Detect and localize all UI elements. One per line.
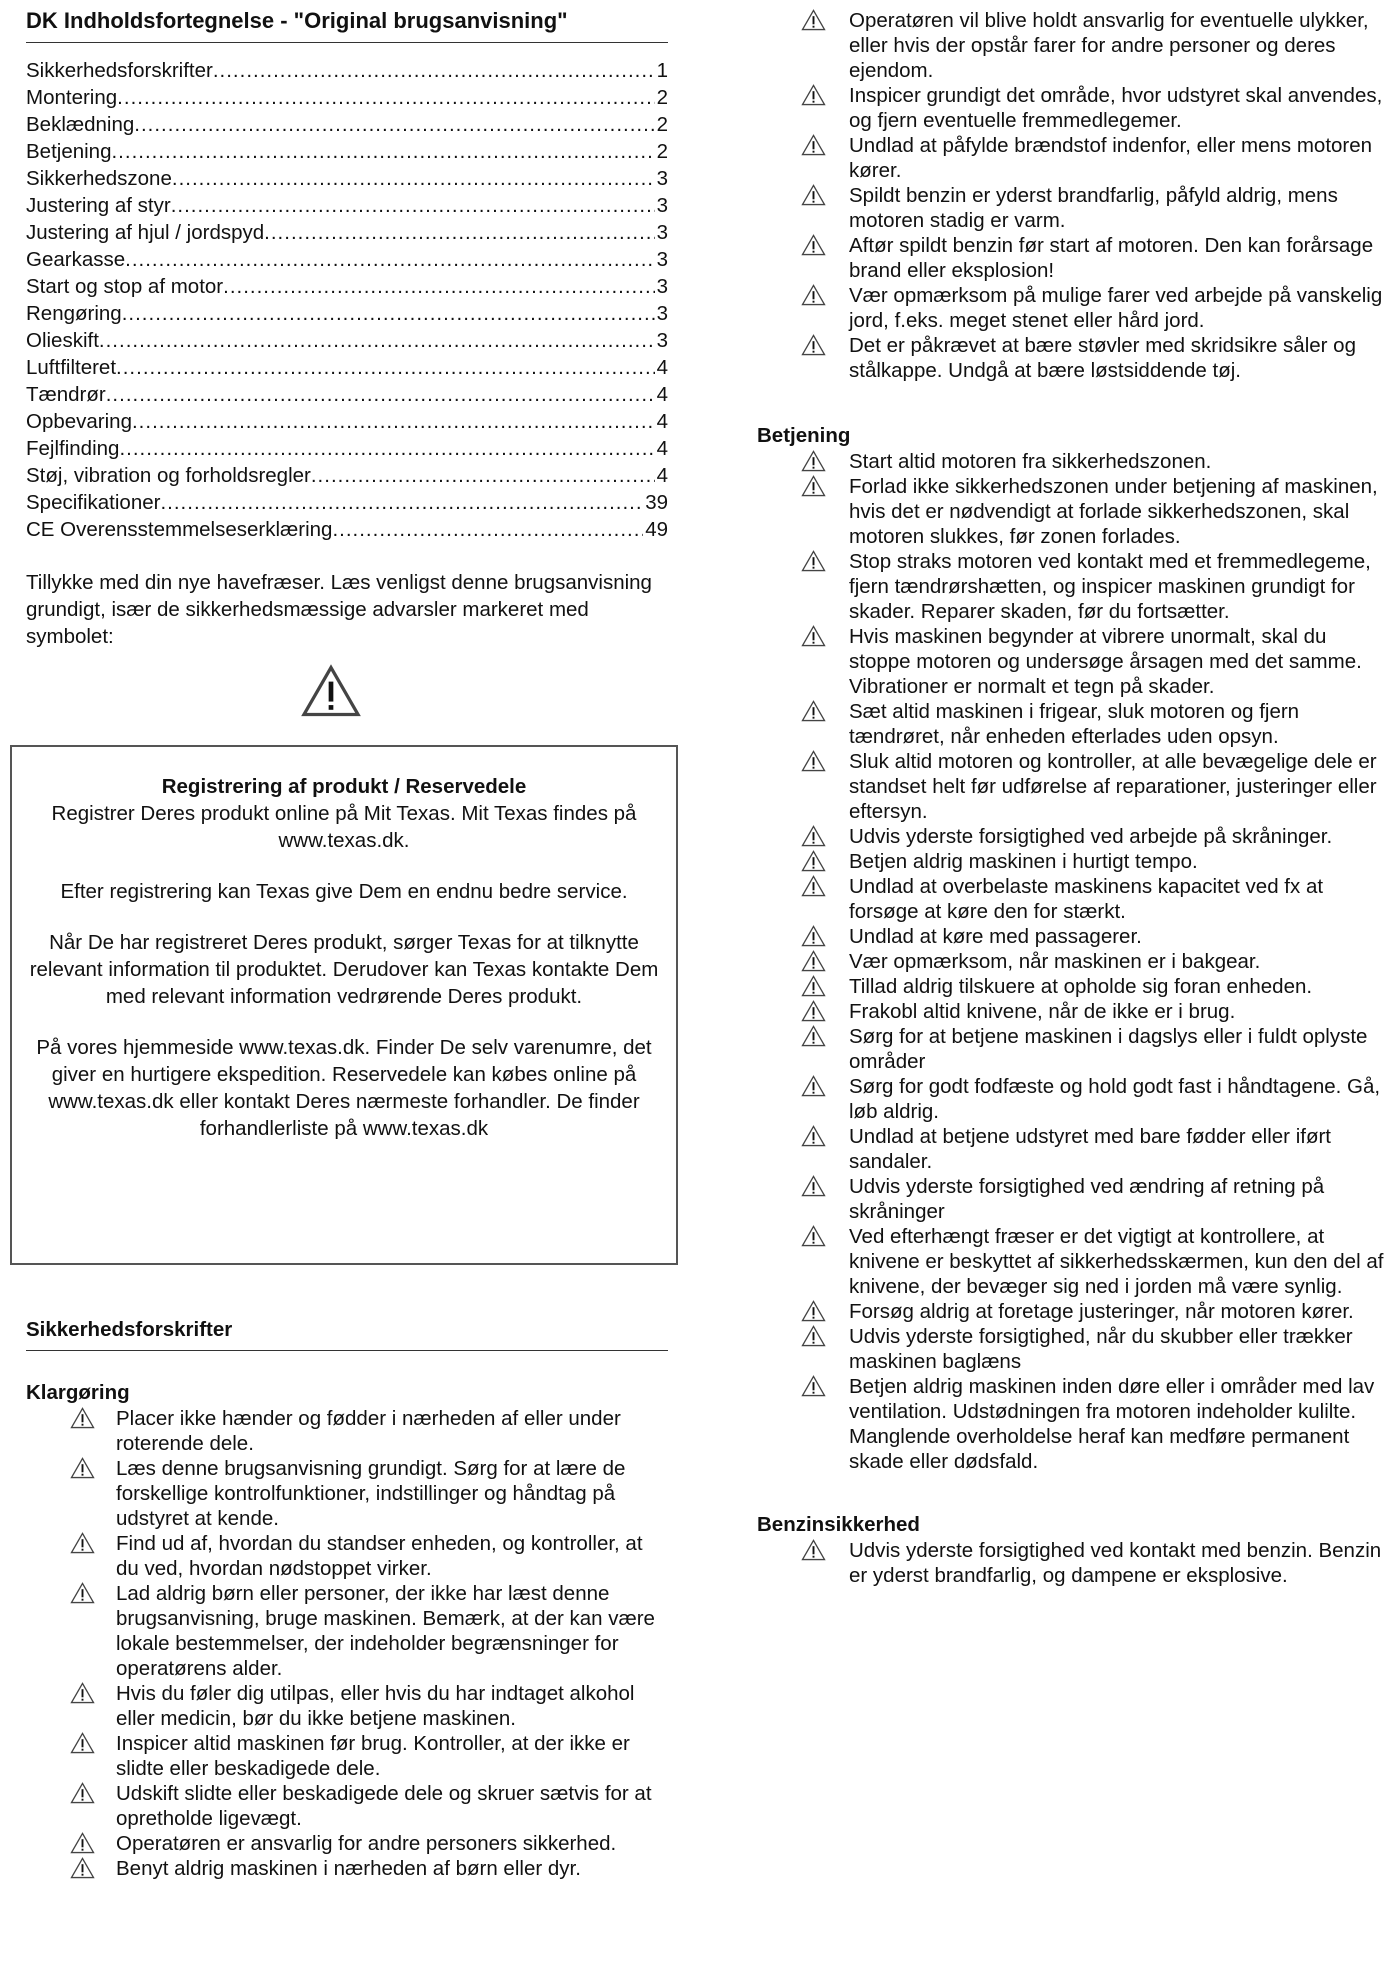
warning-text: Find ud af, hvordan du standser enheden, og kontroller, at du ved, hvordan nødstoppet virker. <box>116 1532 643 1580</box>
warning-list-item <box>757 699 1393 749</box>
toc-entry-title: Justering af hjul / jordspyd <box>26 221 265 244</box>
warning-text: Udvis yderste forsigtighed ved arbejde på skråninger. <box>849 825 1333 848</box>
registration-paragraph: Når De har registreret Deres produkt, sørger Texas for at tilknytte relevant information til produktet. Derudover kan Texas kontakte Dem med relevant information vedrørende Deres produkt. <box>29 931 659 1008</box>
toc-entry-page: 3 <box>656 167 668 190</box>
toc-entry-page: 3 <box>656 329 668 352</box>
warning-list-item <box>26 1731 668 1781</box>
warning-list-item <box>757 1024 1393 1074</box>
warning-text: Undlad at betjene udstyret med bare fødder eller iført sandaler. <box>849 1125 1331 1173</box>
warning-triangle-icon <box>801 334 826 356</box>
warning-triangle-icon <box>801 825 826 847</box>
warning-text: Sørg for godt fodfæste og hold godt fast i håndtagene. Gå, løb aldrig. <box>849 1075 1381 1123</box>
warning-triangle-icon <box>70 1857 95 1879</box>
toc-leader-dots <box>106 381 655 408</box>
warning-list-item <box>757 1324 1393 1374</box>
warning-list-item <box>757 749 1393 824</box>
warning-text: Placer ikke hænder og fødder i nærheden af eller under roterende dele. <box>116 1407 621 1455</box>
warning-triangle-icon <box>70 1407 95 1429</box>
betjening-title: Betjening <box>757 424 851 447</box>
toc-entry-title: CE Overensstemmelseserklæring <box>26 518 333 541</box>
toc-entry <box>26 138 668 165</box>
warning-triangle-icon <box>801 550 826 572</box>
toc-entry-title: Sikkerhedszone <box>26 167 172 190</box>
toc-leader-dots <box>160 489 643 516</box>
warning-text: Udskift slidte eller beskadigede dele og skruer sætvis for at opretholde ligevægt. <box>116 1782 652 1830</box>
warning-text: Betjen aldrig maskinen inden døre eller i områder med lav ventilation. Udstødningen fra motoren indeholder kulilte. Manglende overholdelse heraf kan medføre permanent skade eller dødsfald. <box>849 1375 1375 1473</box>
toc-entry-title: Tændrør <box>26 383 106 406</box>
warning-list-item <box>26 1856 668 1881</box>
toc-entry <box>26 219 668 246</box>
warning-text: Vær opmærksom på mulige farer ved arbejde på vanskelig jord, f.eks. meget stenet eller hård jord. <box>849 284 1383 332</box>
warning-triangle-icon <box>70 1582 95 1604</box>
benzin-title: Benzinsikkerhed <box>757 1513 920 1536</box>
toc-entry <box>26 435 668 462</box>
warning-text: Inspicer grundigt det område, hvor udstyret skal anvendes, og fjern eventuelle fremmedlegemer. <box>849 84 1383 132</box>
toc-leader-dots <box>223 273 654 300</box>
warning-list-item <box>757 283 1393 333</box>
warning-triangle-icon <box>801 850 826 872</box>
toc-leader-dots <box>125 246 654 273</box>
toc-entry <box>26 165 668 192</box>
warning-triangle-icon <box>801 1539 826 1561</box>
warning-text: Udvis yderste forsigtighed, når du skubber eller trækker maskinen baglæns <box>849 1325 1353 1373</box>
toc-leader-dots <box>213 57 655 84</box>
toc-leader-dots <box>132 408 655 435</box>
registration-paragraph: Registrer Deres produkt online på Mit Texas. Mit Texas findes på www.texas.dk. <box>51 802 637 852</box>
warning-text: Sørg for at betjene maskinen i dagslys eller i fuldt oplyste områder <box>849 1025 1368 1073</box>
warning-text: Frakobl altid knivene, når de ikke er i brug. <box>849 1000 1236 1023</box>
betjening-list <box>757 449 1393 1474</box>
warning-text: Undlad at overbelaste maskinens kapacitet ved fx at forsøge at køre den for stærkt. <box>849 875 1324 923</box>
warning-list-item <box>26 1406 668 1456</box>
toc-entry-page: 3 <box>656 194 668 217</box>
warning-triangle-icon <box>801 1300 826 1322</box>
warning-text: Spildt benzin er yderst brandfarlig, påfyld aldrig, mens motoren stadig er varm. <box>849 184 1338 232</box>
registration-paragraph: Efter registrering kan Texas give Dem en endnu bedre service. <box>60 880 628 903</box>
toc-entry-page: 4 <box>656 464 668 487</box>
warning-triangle-icon <box>801 625 826 647</box>
toc-entry-title: Start og stop af motor <box>26 275 224 298</box>
warning-list-item <box>26 1456 668 1531</box>
warning-text: Hvis du føler dig utilpas, eller hvis du har indtaget alkohol eller medicin, bør du ikke betjene maskinen. <box>116 1682 635 1730</box>
warning-text: Vær opmærksom, når maskinen er i bakgear. <box>849 950 1261 973</box>
warning-triangle-icon <box>801 1125 826 1147</box>
warning-text: Ved efterhængt fræser er det vigtigt at kontrollere, at knivene er beskyttet af sikkerhedsskærmen, kun den del af knivene, der bevæger sig ned i jorden må være synlig. <box>849 1225 1384 1298</box>
warning-text: Aftør spildt benzin før start af motoren. Den kan forårsage brand eller eksplosion! <box>849 234 1374 282</box>
klargoring-list <box>26 1406 668 1881</box>
warning-triangle-icon <box>801 1075 826 1097</box>
warning-list-item <box>757 183 1393 233</box>
toc-entry-page: 3 <box>656 248 668 271</box>
toc-entry-page: 2 <box>656 113 668 136</box>
warning-list-item <box>26 1581 668 1681</box>
warning-list-item <box>757 924 1393 949</box>
toc-leader-dots <box>134 111 654 138</box>
warning-text: Læs denne brugsanvisning grundigt. Sørg for at lære de forskellige kontrolfunktioner, indstillinger og håndtag på udstyret at kende. <box>116 1457 626 1530</box>
toc-leader-dots <box>264 219 654 246</box>
warning-text: Udvis yderste forsigtighed ved kontakt med benzin. Benzin er yderst brandfarlig, og dampene er eksplosive. <box>849 1539 1382 1587</box>
toc-leader-dots <box>119 435 654 462</box>
warning-text: Det er påkrævet at bære støvler med skridsikre såler og stålkappe. Undgå at bære løstsiddende tøj. <box>849 334 1356 382</box>
warning-triangle-icon <box>801 875 826 897</box>
toc-entry <box>26 327 668 354</box>
klargoring-title: Klargøring <box>26 1381 130 1404</box>
toc-entry-page: 49 <box>645 518 668 541</box>
toc-leader-dots <box>99 327 655 354</box>
warning-triangle-icon <box>801 1225 826 1247</box>
toc-entry <box>26 408 668 435</box>
toc-entry-title: Justering af styr <box>26 194 171 217</box>
toc-entry-title: Specifikationer <box>26 491 161 514</box>
warning-text: Start altid motoren fra sikkerhedszonen. <box>849 450 1212 473</box>
toc-entry <box>26 192 668 219</box>
warning-list-item <box>757 849 1393 874</box>
warning-list-item <box>757 874 1393 924</box>
toc-entry-title: Fejlfinding <box>26 437 120 460</box>
warning-text: Stop straks motoren ved kontakt med et fremmedlegeme, fjern tændrørshætten, og inspicer maskinen grundigt for skader. Reparer skaden, før du fortsætter. <box>849 550 1371 623</box>
warning-triangle-icon <box>801 1375 826 1397</box>
warning-text: Tillad aldrig tilskuere at opholde sig foran enheden. <box>849 975 1313 998</box>
toc-entry <box>26 516 668 543</box>
warning-list-item <box>757 333 1393 383</box>
toc-leader-dots <box>117 84 654 111</box>
toc-entry <box>26 111 668 138</box>
warning-triangle-icon <box>70 1782 95 1804</box>
toc-entry-page: 3 <box>656 275 668 298</box>
toc-leader-dots <box>332 516 643 543</box>
toc-entry-page: 4 <box>656 356 668 379</box>
warning-list-item <box>26 1531 668 1581</box>
warning-triangle-icon <box>801 950 826 972</box>
warning-text: Sæt altid maskinen i frigear, sluk motoren og fjern tændrøret, når enheden efterlades uden opsyn. <box>849 700 1300 748</box>
klargoring-section <box>26 1380 668 1881</box>
safety-section-header <box>26 1318 668 1351</box>
warning-list-item <box>757 1224 1393 1299</box>
warning-text: Udvis yderste forsigtighed ved ændring af retning på skråninger <box>849 1175 1325 1223</box>
warning-list-item <box>757 1124 1393 1174</box>
safety-title: Sikkerhedsforskrifter <box>26 1318 233 1341</box>
warning-triangle-icon <box>299 664 363 718</box>
toc-entry-title: Betjening <box>26 140 112 163</box>
toc-entry <box>26 354 668 381</box>
warning-triangle-icon <box>801 1025 826 1047</box>
toc-entry <box>26 462 668 489</box>
warning-text: Forlad ikke sikkerhedszonen under betjening af maskinen, hvis det er nødvendigt at forlade sikkerhedszonen, skal motoren slukkes, før zonen forlades. <box>849 475 1378 548</box>
warning-list-item <box>757 449 1393 474</box>
toc-entry-page: 3 <box>656 221 668 244</box>
warning-text: Operatøren er ansvarlig for andre personers sikkerhed. <box>116 1832 617 1855</box>
warning-text: Forsøg aldrig at foretage justeringer, når motoren kører. <box>849 1300 1354 1323</box>
warning-triangle-icon <box>801 84 826 106</box>
warning-triangle-icon <box>801 450 826 472</box>
warning-triangle-icon <box>70 1682 95 1704</box>
toc-entry-page: 39 <box>645 491 668 514</box>
toc-entry-title: Støj, vibration og forholdsregler <box>26 464 311 487</box>
warning-triangle-icon <box>801 1175 826 1197</box>
warning-triangle-icon <box>801 234 826 256</box>
toc-entry-title: Montering <box>26 86 118 109</box>
toc-entry-title: Rengøring <box>26 302 122 325</box>
toc-entry-page: 3 <box>656 302 668 325</box>
toc-entry <box>26 489 668 516</box>
toc-entry <box>26 300 668 327</box>
table-of-contents <box>26 57 668 543</box>
toc-entry-page: 2 <box>656 140 668 163</box>
toc-entry-page: 4 <box>656 437 668 460</box>
warning-list-item <box>757 474 1393 549</box>
toc-leader-dots <box>116 354 655 381</box>
warning-text: Undlad at påfylde brændstof indenfor, eller mens motoren kører. <box>849 134 1373 182</box>
registration-box <box>10 745 678 1265</box>
warning-triangle-icon <box>801 184 826 206</box>
warning-text: Undlad at køre med passagerer. <box>849 925 1142 948</box>
warning-triangle-icon <box>70 1457 95 1479</box>
warning-triangle-icon <box>801 925 826 947</box>
warning-text: Sluk altid motoren og kontroller, at alle bevægelige dele er standset helt før udførelse af reparationer, justeringer eller eftersyn. <box>849 750 1377 823</box>
warning-list-item <box>757 1174 1393 1224</box>
toc-entry <box>26 57 668 84</box>
toc-leader-dots <box>171 192 655 219</box>
toc-leader-dots <box>172 165 655 192</box>
warning-triangle-icon <box>801 700 826 722</box>
registration-paragraph: På vores hjemmeside www.texas.dk. Finder De selv varenumre, det giver en hurtigere ekspedition. Reservedele kan købes online på www.texas.dk eller kontakt Deres nærmeste forhandler. De finder forhandlerliste på www.texas.dk <box>36 1036 652 1140</box>
toc-entry <box>26 381 668 408</box>
warning-triangle-icon <box>801 1000 826 1022</box>
toc-entry-title: Gearkasse <box>26 248 126 271</box>
warning-list-item <box>757 83 1393 133</box>
toc-entry-title: Olieskift <box>26 329 99 352</box>
toc-entry <box>26 246 668 273</box>
warning-list-item <box>26 1781 668 1831</box>
warning-list-item <box>26 1681 668 1731</box>
warning-list-item <box>757 233 1393 283</box>
warning-list-item <box>757 1538 1393 1588</box>
toc-entry-title: Luftfilteret <box>26 356 117 379</box>
warning-list-item <box>757 1299 1393 1324</box>
toc-entry-page: 2 <box>656 86 668 109</box>
warning-list-item <box>757 624 1393 699</box>
warning-list-item <box>757 1074 1393 1124</box>
toc-leader-dots <box>122 300 655 327</box>
intro-text: Tillykke med din nye havefræser. Læs venligst denne brugsanvisning grundigt, især de sikkerhedsmæssige advarsler markeret med symbolet: <box>26 571 652 648</box>
warning-list-item <box>757 974 1393 999</box>
warning-text: Operatøren vil blive holdt ansvarlig for eventuelle ulykker, eller hvis der opstår farer for andre personer og deres ejendom. <box>849 9 1369 82</box>
warning-list-item <box>757 1374 1393 1474</box>
klargoring-continued-list <box>757 8 1393 383</box>
warning-list-item <box>757 824 1393 849</box>
toc-entry <box>26 273 668 300</box>
toc-leader-dots <box>311 462 655 489</box>
benzin-list <box>757 1538 1393 1588</box>
warning-list-item <box>757 133 1393 183</box>
warning-list-item <box>757 8 1393 83</box>
warning-triangle-icon <box>801 9 826 31</box>
warning-list-item <box>757 549 1393 624</box>
warning-text: Betjen aldrig maskinen i hurtigt tempo. <box>849 850 1198 873</box>
warning-triangle-icon <box>801 284 826 306</box>
right-column <box>757 8 1393 1588</box>
warning-triangle-icon <box>70 1732 95 1754</box>
registration-title: Registrering af produkt / Reservedele <box>161 775 527 798</box>
toc-entry-title: Opbevaring <box>26 410 132 433</box>
toc-entry-page: 4 <box>656 410 668 433</box>
warning-text: Inspicer altid maskinen før brug. Kontroller, at der ikke er slidte eller beskadigede dele. <box>116 1732 630 1780</box>
toc-entry-page: 1 <box>656 59 668 82</box>
toc-entry <box>26 84 668 111</box>
warning-list-item <box>757 999 1393 1024</box>
toc-entry-page: 4 <box>656 383 668 406</box>
warning-text: Benyt aldrig maskinen i nærheden af børn eller dyr. <box>116 1857 581 1880</box>
warning-text: Hvis maskinen begynder at vibrere unormalt, skal du stoppe motoren og undersøge årsagen med det samme. Vibrationer er normalt et tegn på skader. <box>849 625 1362 698</box>
warning-triangle-icon <box>801 475 826 497</box>
warning-triangle-icon <box>70 1532 95 1554</box>
warning-triangle-icon <box>801 975 826 997</box>
warning-triangle-icon <box>801 1325 826 1347</box>
warning-triangle-icon <box>70 1832 95 1854</box>
toc-entry-title: Beklædning <box>26 113 135 136</box>
warning-triangle-icon <box>801 750 826 772</box>
toc-leader-dots <box>111 138 654 165</box>
warning-triangle-icon <box>801 134 826 156</box>
toc-entry-title: Sikkerhedsforskrifter <box>26 59 213 82</box>
left-column <box>26 8 668 718</box>
warning-list-item <box>757 949 1393 974</box>
warning-list-item <box>26 1831 668 1856</box>
warning-text: Lad aldrig børn eller personer, der ikke har læst denne brugsanvisning, bruge maskinen. Bemærk, at der kan være lokale bestemmelser, der indeholder begrænsninger for operatørens alder. <box>116 1582 655 1680</box>
toc-title: DK Indholdsfortegnelse - "Original brugsanvisning" <box>26 8 668 43</box>
